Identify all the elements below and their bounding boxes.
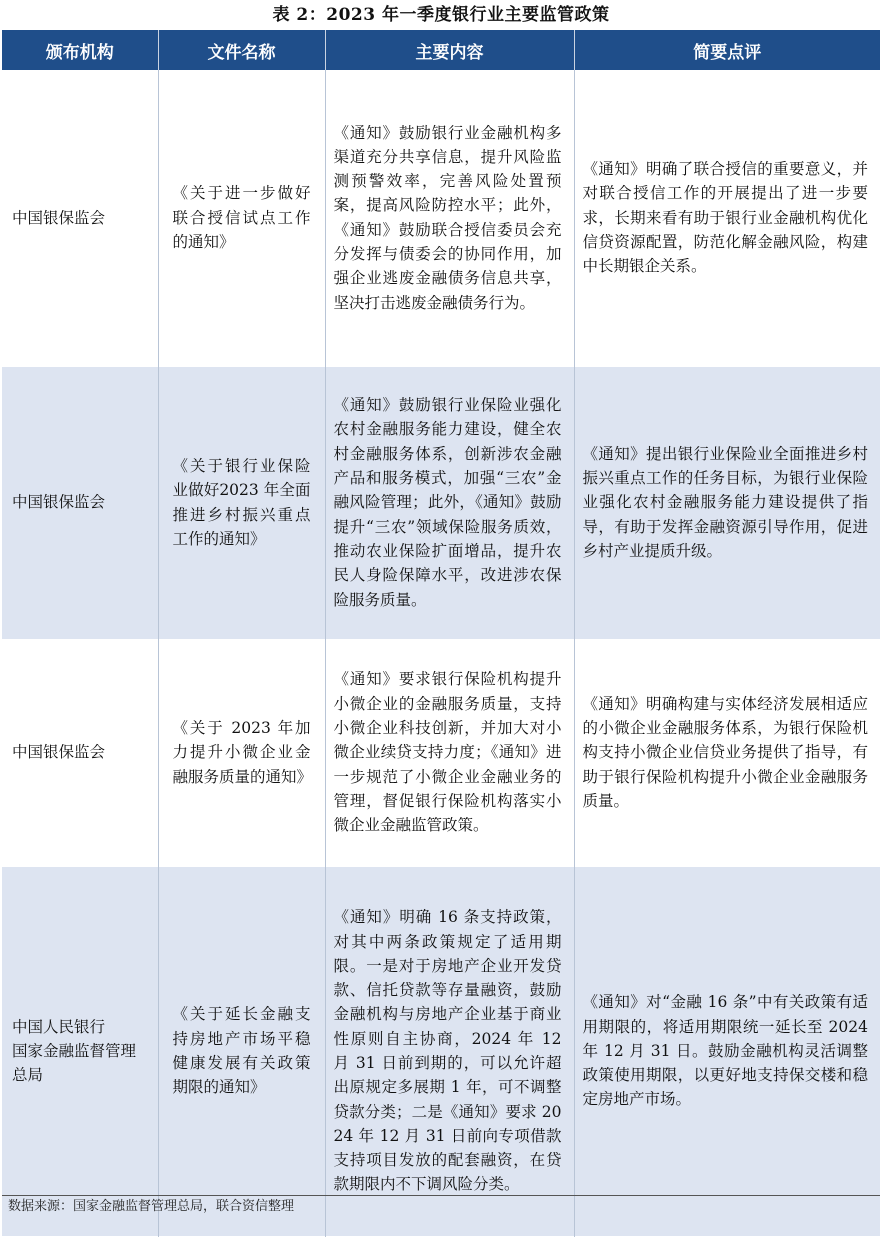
table-row bbox=[2, 70, 880, 366]
cell-content: 《通知》要求银行保险机构提升小微企业的金融服务质量，支持小微企业科技创新，并加大对小微企业续贷支持力度；《通知》进一步规范了小微企业金融业务的管理，督促银行保险机构落实小微企业金融监管政策。 bbox=[325, 639, 574, 866]
cell-document: 《关于 2023 年加力提升小微企业金融服务质量的通知》 bbox=[158, 639, 325, 866]
cell-agency: 中国银保监会 bbox=[2, 70, 158, 366]
policy-table bbox=[2, 30, 880, 1237]
cell-document: 《关于银行业保险业做好2023 年全面推进乡村振兴重点工作的通知》 bbox=[158, 366, 325, 639]
cell-comment: 《通知》提出银行业保险业全面推进乡村振兴重点工作的任务目标，为银行业保险业强化农村金融服务能力建设提供了指导，有助于发挥金融资源引导作用，促进乡村产业提质升级。 bbox=[582, 444, 868, 560]
table-row bbox=[2, 366, 880, 639]
cell-agency: 中国人民银行 国家金融监督管理总局 bbox=[2, 866, 158, 1236]
header-content: 主要内容 bbox=[325, 30, 574, 70]
table-row bbox=[2, 639, 880, 866]
cell-content: 《通知》鼓励银行业保险业强化农村金融服务能力建设，健全农村金融服务体系，创新涉农金融产品和服务模式，加强“三农”金融风险管理；此外，《通知》鼓励提升“三农”领域保险服务质效，推动农业保险扩面增品，提升农民人身险保障水平，改进涉农保险服务质量。 bbox=[325, 366, 574, 639]
header-document: 文件名称 bbox=[158, 30, 325, 70]
bottom-rule bbox=[2, 1195, 880, 1196]
cell-comment: 《通知》明确构建与实体经济发展相适应的小微企业金融服务体系，为银行保险机构支持小微企业信贷业务提供了指导，有助于银行保险机构提升小微企业金融服务质量。 bbox=[582, 694, 868, 810]
header-comment: 简要点评 bbox=[574, 30, 880, 70]
cell-agency: 中国银保监会 bbox=[2, 366, 158, 639]
header-agency: 颁布机构 bbox=[2, 30, 158, 70]
cell-agency: 中国银保监会 bbox=[2, 639, 158, 866]
cell-content: 《通知》明确 16 条支持政策，对其中两条政策规定了适用期限。一是对于房地产企业开发贷款、信托贷款等存量融资，鼓励金融机构与房地产企业基于商业性原则自主协商，2024 年 12 月 31 日前到期的，可以允许超出原规定多展期 1 年，可不调整贷款分类；二是《通知》要求 2024 年 12 月 31 日前向专项借款支持项目发放的配套融资，在贷款期限内不下调风险分类。 bbox=[325, 866, 574, 1236]
cell-document: 《关于进一步做好联合授信试点工作的通知》 bbox=[158, 70, 325, 366]
table-title: 表 2：2023 年一季度银行业主要监管政策 bbox=[272, 5, 610, 25]
table-row bbox=[2, 866, 880, 1236]
cell-content: 《通知》鼓励银行业金融机构多渠道充分共享信息，提升风险监测预警效率，完善风险处置预案，提高风险防控水平；此外，《通知》鼓励联合授信委员会充分发挥与债委会的协同作用，加强企业逃废金融债务信息共享，坚决打击逃废金融债务行为。 bbox=[325, 70, 574, 366]
cell-document: 《关于延长金融支持房地产市场平稳健康发展有关政策期限的通知》 bbox=[158, 866, 325, 1236]
cell-comment: 《通知》对“金融 16 条”中有关政策有适用期限的，将适用期限统一延长至 2024 年 12 月 31 日。鼓励金融机构灵活调整政策使用期限，以更好地支持保交楼和稳定房地产市场。 bbox=[582, 993, 868, 1109]
source-note: 数据来源：国家金融监督管理总局，联合资信整理 bbox=[8, 1199, 295, 1214]
table-header-row bbox=[2, 30, 880, 70]
cell-comment: 《通知》明确了联合授信的重要意义，并对联合授信工作的开展提出了进一步要求，长期来看有助于银行业金融机构优化信贷资源配置，防范化解金融风险，构建中长期银企关系。 bbox=[582, 160, 868, 276]
